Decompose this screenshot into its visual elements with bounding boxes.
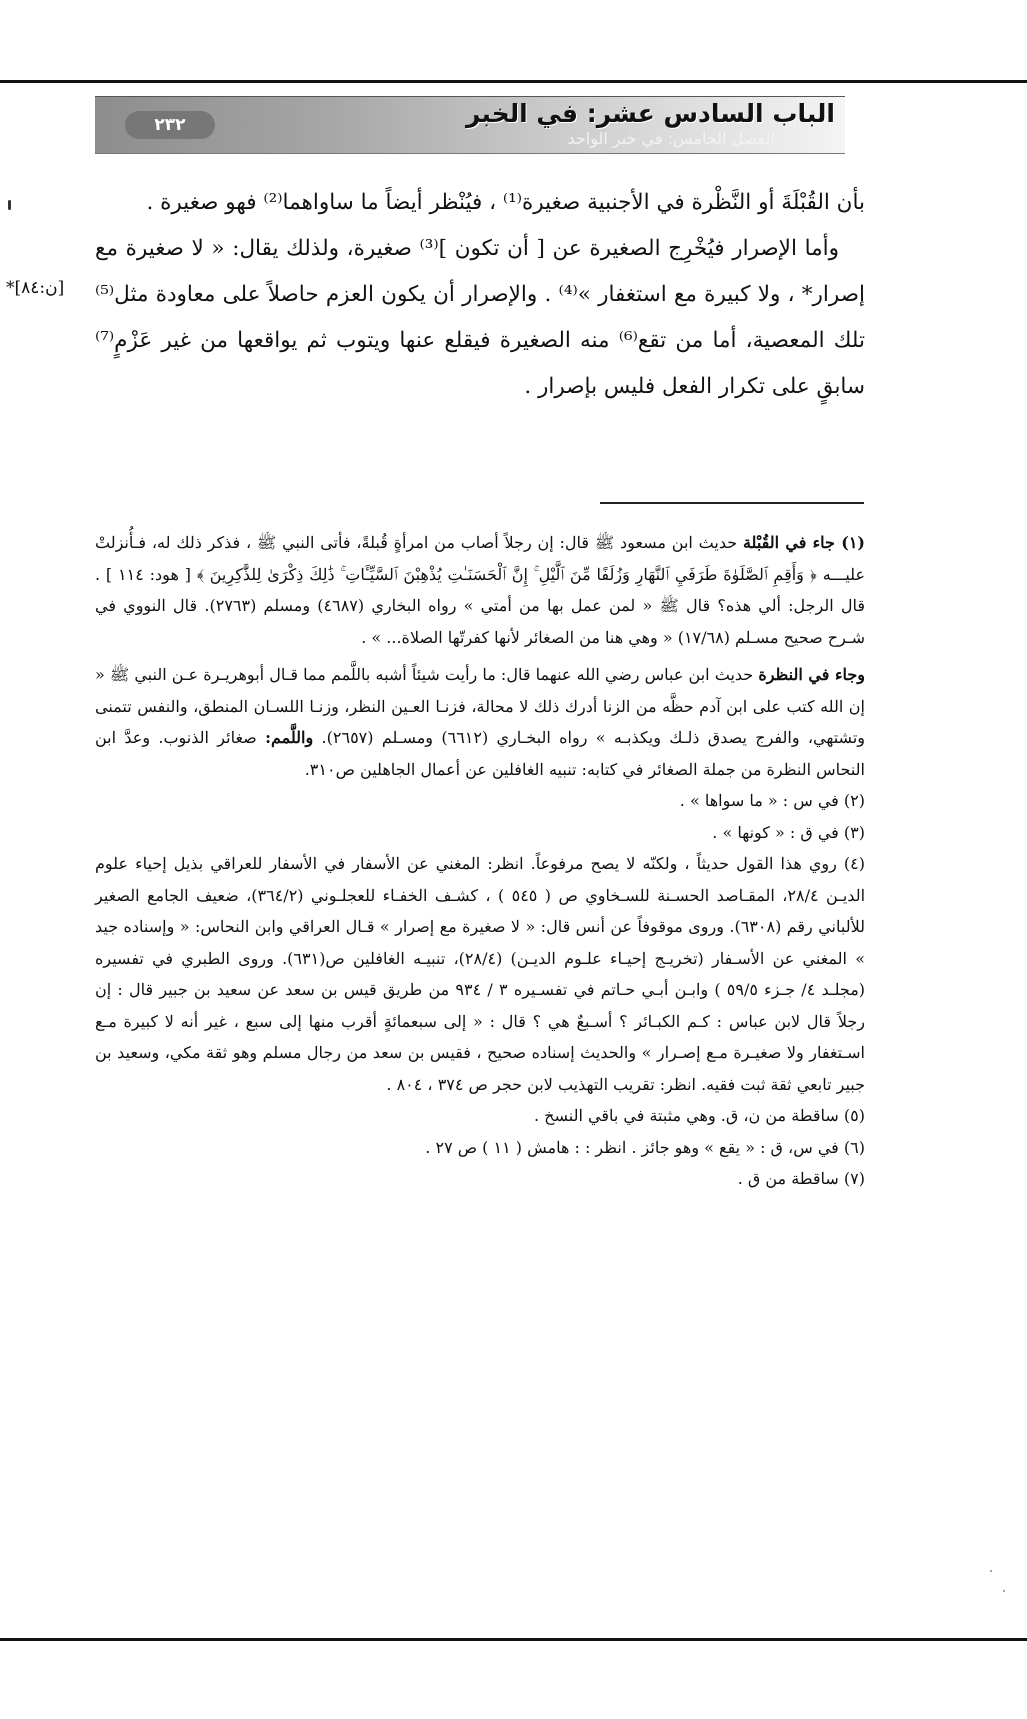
footnote-2: (٢) في س : « ما سواها » . bbox=[679, 791, 865, 810]
page-number: ٢٣٢ bbox=[125, 111, 215, 139]
footnote-1c-text: صغائر الذنوب. وعدَّ ابن النحاس النظرة من جملة الصغائر في كتابه: تنبيه الغافلين عن أعمال الجاهلين ص٣١٠. bbox=[95, 728, 865, 779]
footnote-1b bbox=[95, 659, 865, 785]
footnote-1b-text: حديث ابن عباس رضي الله عنهما قال: ما رأيت شيئاً أشبه باللَّمم مما قـال أبوهريـرة عـن النبي ﷺ « إن الله كتب على ابن آدم حظَّه من الزنا أدرك ذلك لا محالة، فزنـا العـين النظر، وزنـا اللسـان المنطق، والنفس تتمنى وتشتهي، والفرج يصدق ذلـك ويكذبـه » رواه البخـاري (٦٦١٢) ومسـلم (٢٦٥٧). bbox=[95, 665, 866, 747]
footnote-1-text: حديث ابن مسعود ﷺ قال: إن رجلاً أصاب من امرأةٍ قُبلةً، فأتى النبي ﷺ ، فذكر ذلك له، فـأُنزلتْ عليـــه ﴿ وَأَقِمِ ٱلصَّلَوٰةَ طَرَفَيِ ٱلنَّهَارِ وَزُلَفًا مِّنَ ٱلَّيْلِ ۚ إِنَّ ٱلْحَسَنَـٰتِ يُذْهِبْنَ ٱلسَّيِّـَٔاتِ ۚ ذَٰلِكَ ذِكْرَىٰ لِلذَّٰكِرِينَ ﴾ [ هود: ١١٤ ] . قال الرجل: ألي هذه؟ قال ﷺ « لمن عمل بها من أمتي » رواه البخاري (٤٦٨٧) ومسلم (٢٧٦٣). قال النووي في شـرح صحيح مسـلم (١٧/٦٨) « وهي هنا من الصغائر لأنها كفرتّها الصلاة... » . bbox=[95, 533, 866, 647]
main-text bbox=[95, 180, 865, 410]
footnote-separator bbox=[600, 502, 864, 504]
footnote-7: (٧) ساقطة من ق . bbox=[737, 1169, 865, 1188]
chapter-title: الباب السادس عشر: في الخبر bbox=[465, 99, 835, 128]
footnote-1-heading: (١) جاء في القُبْلة bbox=[742, 533, 865, 552]
running-header bbox=[95, 96, 845, 154]
footnote-6: (٦) في س، ق : « يقع » وهو جائز . انظر : : هامش ( ١١ ) ص ٢٧ . bbox=[425, 1137, 865, 1157]
footnote-4: (٤) روي هذا القول حديثاً ، ولكنّه لا يصح مرفوعاً. انظر: المغني عن الأسفار في الأسفار للعراقي بذيل إحياء علوم الديـن ٢٨/٤، المقـاصد الحسـنة للسـخاوي ص ( ٥٤٥ ) ، كشـف الخفـاء للعجلـوني (٣٦٤/٢)، ضعيف الجامع الصغير للألباني رقم (٦٣٠٨). وروى موقوفاً عن أنس قال: « لا صغيرة مع إصرار » قـال العراقي وابن النحاس: « وإسناده جيد » المغني عن الأسـفار (تخريـج إحيـاء علـوم الديـن) (٢٨/٤)، تنبيـه الغافلين ص(٦٣١). وروى الطبري في تفسيره (مجلـد ٤/ جـزء ٥٩/٥ ) وابـن أبـي حـاتم في تفسـيره ٣ / ٩٣٤ من طريق قيس بن سعد عن سعيد بن جبير قال : إن رجلاً قال لابن عباس : كـم الكبـائر ؟ أسـبعٌ هي ؟ قال : « إلى سبعمائةٍ أقرب منها إلى سبع ، غير أنه لا كبيرة مـع اسـتغفار ولا صغيـرة مـع إصـرار » والحديث إسناده صحيح ، فقيس بن سعد من رجال مسلم وهو ثقة مكي، وسعيد بن جبير تابعي ثقة ثبت فقيه. انظر: تقريب التهذيب لابن حجر ص ٣٧٤ ، ٨٠٤ . bbox=[95, 854, 866, 1094]
paragraph-1: بأن القُبْلَةَ أو النَّظْرة في الأجنبية صغيرة⁽¹⁾ ، فيُنْظر أيضاً ما ساواهما⁽²⁾ فهو صغيرة . bbox=[146, 190, 865, 215]
footnote-1c-heading: واللَّمم: bbox=[265, 728, 314, 747]
scan-speck bbox=[1003, 1590, 1005, 1592]
footnote-1b-heading: وجاء في النظرة bbox=[758, 665, 866, 684]
margin-mark bbox=[8, 200, 11, 210]
footnote-1 bbox=[95, 527, 865, 653]
bottom-rule bbox=[0, 1638, 1027, 1641]
footnotes bbox=[95, 527, 865, 1195]
scan-speck bbox=[990, 1570, 992, 1572]
section-subtitle: الفصل الخامس: في خبر الواحد bbox=[567, 129, 775, 148]
footnote-3: (٣) في ق : « كونها » . bbox=[712, 822, 865, 842]
footnote-5: (٥) ساقطة من ن، ق. وهي مثبتة في باقي النسخ . bbox=[533, 1106, 865, 1125]
paragraph-2: وأما الإصرار فيُخْرِج الصغيرة عن [ أن تكون ]⁽³⁾ صغيرة، ولذلك يقال: « لا صغيرة مع إصرار* ، ولا كبيرة مع استغفار »⁽⁴⁾ . والإصرار أن يكون العزم حاصلاً على معاودة مثل⁽⁵⁾ تلك المعصية، أما من تقع⁽⁶⁾ منه الصغيرة فيقلع عنها ويتوب ثم يواقعها من غير عَزْمٍ⁽⁷⁾ سابقٍ على تكرار الفعل فليس بإصرار . bbox=[95, 236, 866, 399]
margin-note: *[ن:٨٤] bbox=[6, 278, 65, 298]
top-rule bbox=[0, 80, 1027, 83]
